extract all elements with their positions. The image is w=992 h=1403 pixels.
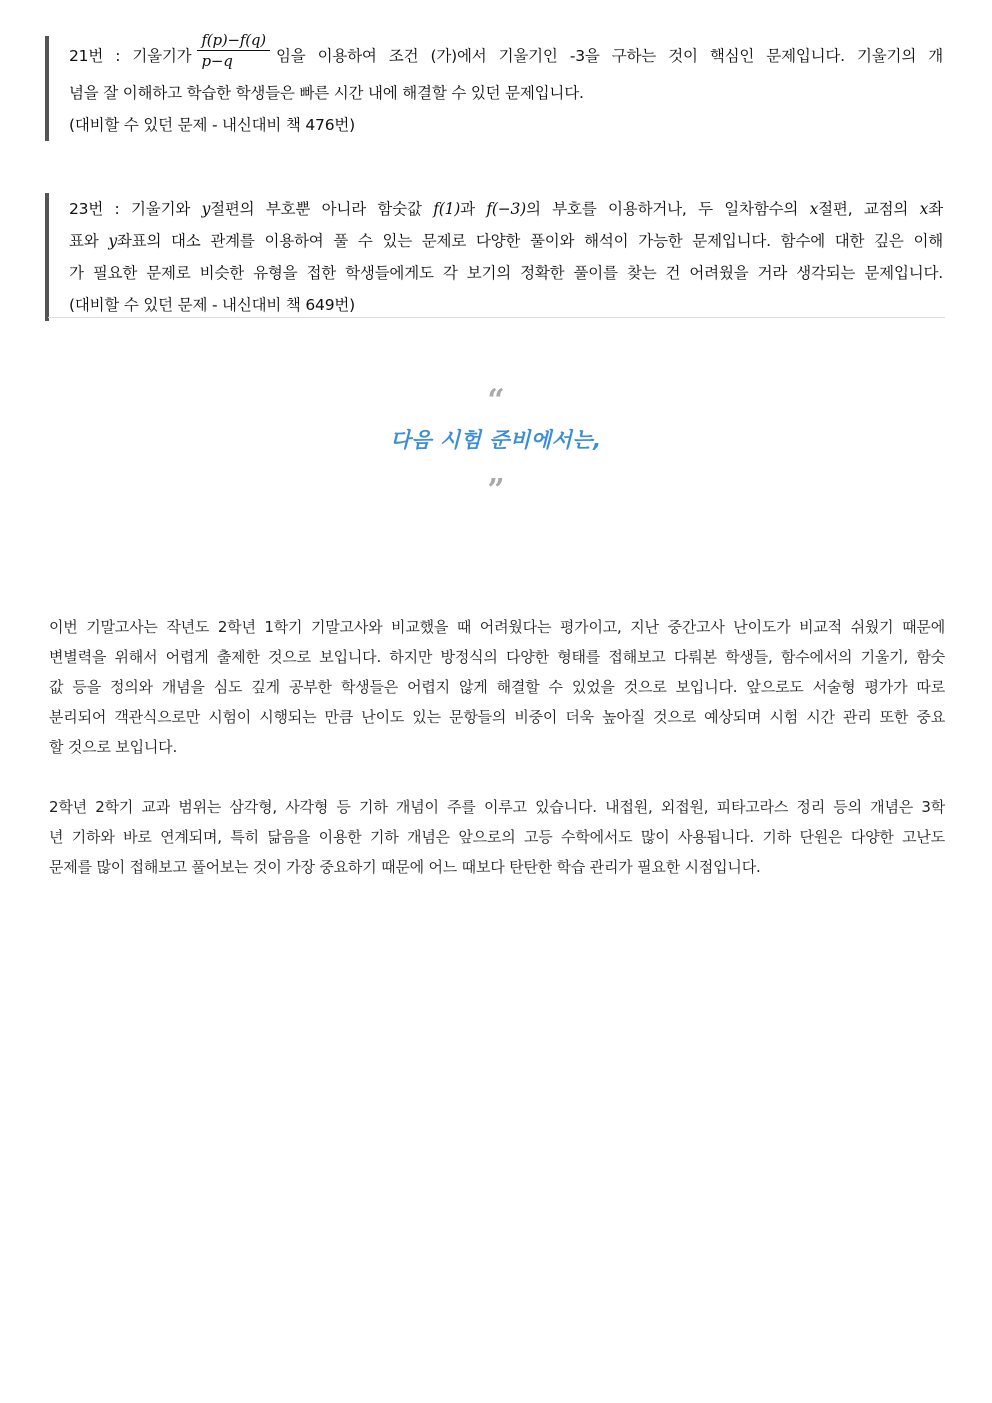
q21-line-2: 념을 잘 이해하고 학습한 학생들은 빠른 시간 내에 해결할 수 있던 문제입니다. bbox=[69, 84, 584, 102]
paragraph-line: 2학년 2학기 교과 범위는 삼각형, 사각형 등 기하 개념이 주를 이루고 있습니다. 내접원, 외접원, 피타고라스 정리 등의 개념은 3학 bbox=[49, 798, 945, 816]
q23-line-3: 가 필요한 문제로 비슷한 유형을 접한 학생들에게도 각 보기의 정확한 풀이를 찾는 건 어려웠을 거라 생각되는 문제입니다. bbox=[69, 264, 943, 282]
math-x: x bbox=[919, 200, 929, 218]
paragraph-line: 변별력을 위해서 어렵게 출제한 것으로 보입니다. 하지만 방정식의 다양한 형태를 접해보고 다뤄본 학생들, 함수에서의 기울기, 함숫 bbox=[49, 648, 945, 666]
math-f-1: f(1) bbox=[433, 200, 461, 218]
q23-text: 의 부호를 이용하거나, 두 일차함수의 bbox=[526, 200, 810, 218]
paragraph-exam-review bbox=[49, 612, 945, 762]
q23-reference: (대비할 수 있던 문제 - 내신대비 책 649번) bbox=[69, 296, 355, 314]
paragraph-line: 할 것으로 보입니다. bbox=[49, 738, 178, 756]
section-divider bbox=[48, 317, 945, 318]
q21-line-1-rest: 임을 이용하여 조건 (가)에서 기울기인 -3을 구하는 것이 핵심인 문제입니다. 기울기의 개 bbox=[275, 47, 943, 65]
paragraph-line: 값 등을 정의와 개념을 심도 깊게 공부한 학생들은 어렵지 않게 해결할 수 있었을 것으로 보입니다. 앞으로도 서술형 평가가 따로 bbox=[49, 678, 945, 696]
q21-line-1 bbox=[69, 31, 943, 77]
q23-text: 좌 bbox=[928, 200, 943, 218]
math-x: x bbox=[809, 200, 819, 218]
math-y: y bbox=[108, 232, 117, 250]
open-quote-icon: “ bbox=[487, 383, 505, 418]
q23-text: 절편의 부호뿐 아니라 함숫값 bbox=[210, 200, 434, 218]
close-quote-icon: ” bbox=[487, 473, 505, 508]
q21-reference: (대비할 수 있던 문제 - 내신대비 책 476번) bbox=[69, 116, 355, 134]
paragraph-line: 이번 기말고사는 작년도 2학년 1학기 기말고사와 비교했을 때 어려웠다는 평가이고, 지난 중간고사 난이도가 비교적 쉬웠기 때문에 bbox=[49, 618, 945, 636]
math-f-minus-3: f(−3) bbox=[486, 200, 527, 218]
q23-line-2 bbox=[69, 225, 943, 257]
q23-text: 절편, 교점의 bbox=[818, 200, 920, 218]
q23-text: 좌표의 대소 관계를 이용하여 풀 수 있는 문제로 다양한 풀이와 해석이 가능한 문제입니다. 함수에 대한 깊은 이해 bbox=[116, 232, 943, 250]
q23-line-1 bbox=[69, 193, 943, 225]
question-23-note bbox=[45, 193, 945, 321]
paragraph-next-semester bbox=[49, 792, 945, 882]
paragraph-line: 분리되어 객관식으로만 시험이 시행되는 만큼 난이도 있는 문항들의 비중이 더욱 높아질 것으로 예상되며 시험 시간 관리 또한 중요 bbox=[49, 708, 945, 726]
math-y: y bbox=[201, 200, 211, 218]
slope-fraction-numerator: f(p)−f(q) bbox=[197, 30, 269, 51]
callout-heading: 다음 시험 준비에서는, bbox=[390, 428, 602, 452]
q21-label: 21번 : 기울기가 bbox=[69, 47, 192, 65]
paragraph-line: 년 기하와 바로 연계되며, 특히 닮음을 이용한 기하 개념은 앞으로의 고등 수학에서도 많이 사용됩니다. 기하 단원은 다양한 고난도 bbox=[49, 828, 945, 846]
slope-fraction-denominator: p−q bbox=[201, 52, 233, 70]
paragraph-line: 문제를 많이 접해보고 풀어보는 것이 가장 중요하기 때문에 어느 때보다 탄탄한 학습 관리가 필요한 시점입니다. bbox=[49, 858, 761, 876]
q23-text: 23번 : 기울기와 bbox=[69, 200, 202, 218]
q23-text: 표와 bbox=[69, 232, 109, 250]
question-21-note bbox=[45, 31, 945, 141]
slope-fraction bbox=[197, 30, 269, 71]
q23-text: 과 bbox=[460, 200, 487, 218]
